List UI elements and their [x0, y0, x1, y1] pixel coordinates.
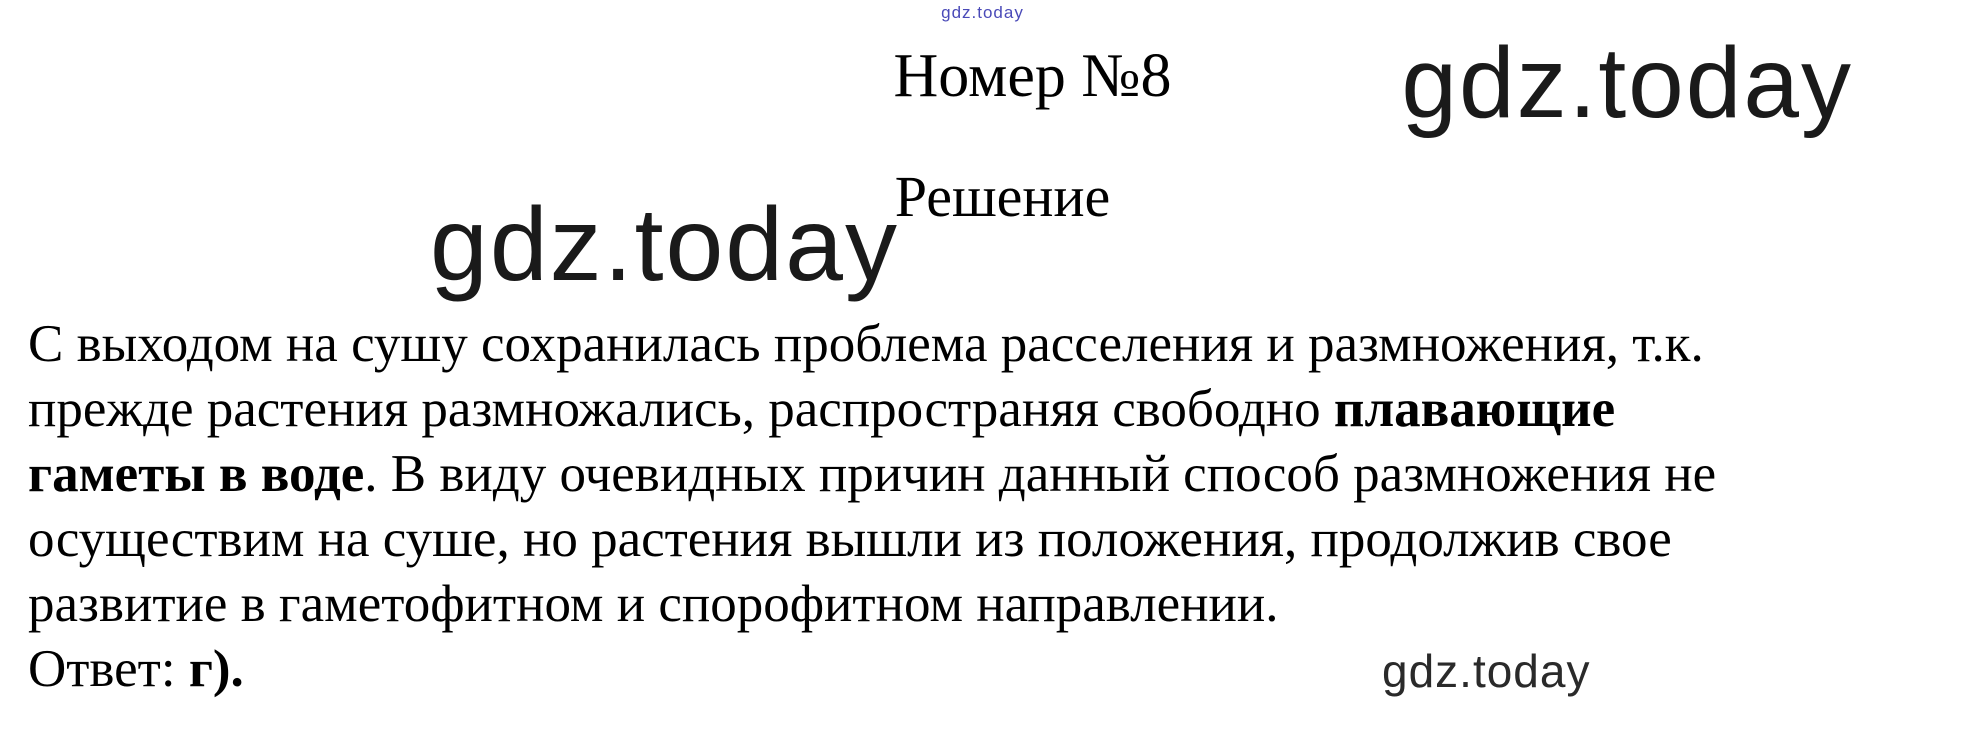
answer-value: г).: [188, 640, 244, 698]
solution-line: гаметы в воде. В виду очевидных причин данный способ размножения не: [28, 445, 1717, 503]
answer-label: Ответ:: [28, 640, 189, 698]
gdz-today-top-link[interactable]: gdz.today: [941, 3, 1024, 22]
solution-heading: Решение: [894, 164, 1111, 229]
page-title-number: Номер №8: [893, 42, 1172, 110]
answer-line: [28, 637, 1958, 702]
gdz-today-watermark-top-right: gdz.today: [1401, 27, 1853, 139]
gdz-today-watermark-bottom-right: gdz.today: [1382, 645, 1591, 697]
solution-line: С выходом на сушу сохранилась проблема расселения и размножения, т.к.: [28, 315, 1704, 373]
solution-line: прежде растения размножались, распространяя свободно плавающие: [28, 380, 1616, 438]
solution-line: осуществим на суше, но растения вышли из положения, продолжив свое: [28, 510, 1672, 568]
gdz-today-watermark-middle-left: gdz.today: [430, 187, 899, 303]
solution-line: развитие в гаметофитном и спорофитном направлении.: [28, 575, 1279, 633]
solution-text: [28, 312, 1958, 702]
